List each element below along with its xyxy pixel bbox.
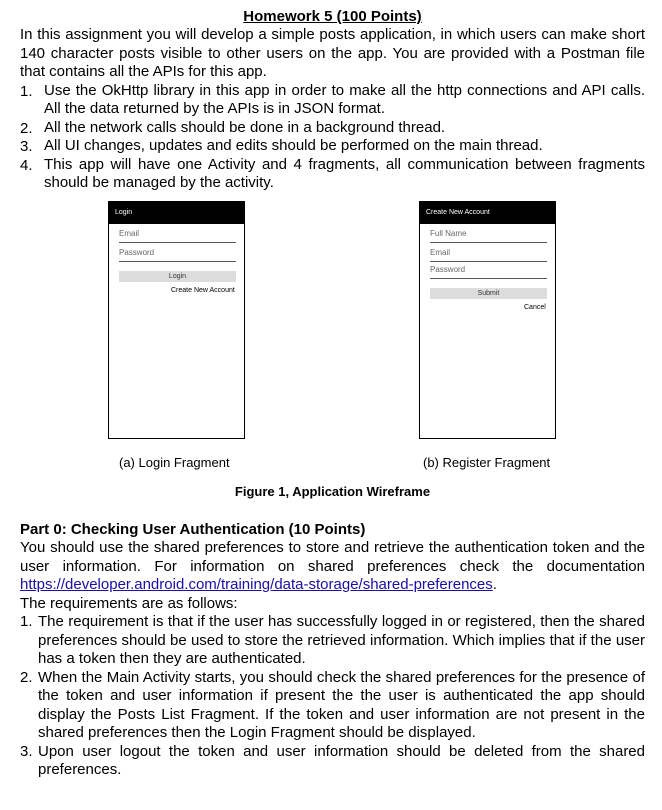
register-fullname-field: Full Name <box>430 228 547 243</box>
register-caption: (b) Register Fragment <box>423 454 551 470</box>
list-item <box>20 119 645 138</box>
list-item <box>20 156 645 193</box>
register-wireframe <box>419 201 556 439</box>
list-item <box>20 743 645 780</box>
list-text: When the Main Activity starts, you should check the shared preferences for the presence of the token and user information if present the the user is authenticated the app should display the Posts List Fragment. If the token and user information are not present in the shared preferences then the Login Fragment should be displayed. <box>38 668 645 741</box>
list-number: 1. <box>20 613 33 630</box>
list-number: 2. <box>20 119 33 137</box>
list-number: 3. <box>20 138 33 155</box>
list-item <box>20 613 645 669</box>
login-password-field: Password <box>119 247 236 262</box>
list-number: 4. <box>20 156 33 174</box>
login-wireframe <box>108 201 245 439</box>
list-number: 3. <box>20 742 33 760</box>
part0-intro <box>20 539 645 595</box>
part0-requirements-list <box>20 613 645 780</box>
document-title: Homework 5 (100 Points) <box>243 8 422 25</box>
create-account-link: Create New Account <box>171 286 235 294</box>
register-app-bar: Create New Account <box>420 202 555 224</box>
intro-paragraph: In this assignment you will develop a simple posts application, in which users can make short 140 character posts visible to other users on the app. You are provided with a Postman file that contains all the APIs for this app. <box>20 26 645 80</box>
list-number: 2. <box>20 668 33 686</box>
login-email-field: Email <box>119 228 236 243</box>
register-email-field: Email <box>430 247 547 262</box>
list-item <box>20 137 645 156</box>
shared-preferences-link[interactable]: https://developer.android.com/training/data-storage/shared-preferences <box>20 576 493 593</box>
part0-intro-end: . <box>492 576 497 593</box>
list-text: The requirement is that if the user has successfully logged in or registered, then the shared preferences should be used to store the retrieved information. Which implies that if the user has a token then they are authenticated. <box>38 613 645 667</box>
submit-button: Submit <box>430 288 547 299</box>
part0-lead: The requirements are as follows: <box>20 594 238 612</box>
login-button: Login <box>119 271 236 282</box>
requirements-list <box>20 82 645 193</box>
figure-title: Figure 1, Application Wireframe <box>234 483 431 499</box>
list-text: This app will have one Activity and 4 fragments, all communication between fragments should be managed by the activity. <box>44 155 645 191</box>
document-page <box>20 8 645 780</box>
list-text: Upon user logout the token and user information should be deleted from the shared preferences. <box>38 742 645 778</box>
wireframe-figure <box>20 201 645 499</box>
list-item <box>20 669 645 743</box>
login-caption: (a) Login Fragment <box>119 454 230 470</box>
list-text: All the network calls should be done in a background thread. <box>44 118 446 136</box>
list-number: 1. <box>20 82 33 100</box>
login-app-bar: Login <box>109 202 244 224</box>
list-item <box>20 82 645 119</box>
list-text: All UI changes, updates and edits should be performed on the main thread. <box>44 137 543 154</box>
part0-heading: Part 0: Checking User Authentication (10 Points) <box>20 520 366 538</box>
cancel-link: Cancel <box>524 303 546 311</box>
list-text: Use the OkHttp library in this app in order to make all the http connections and API calls. All the data returned by the APIs is in JSON format. <box>44 81 645 117</box>
register-password-field: Password <box>430 264 547 279</box>
part0-intro-text: You should use the shared preferences to store and retrieve the authentication token and the user information. For information on shared preferences check the documentation <box>20 539 645 575</box>
